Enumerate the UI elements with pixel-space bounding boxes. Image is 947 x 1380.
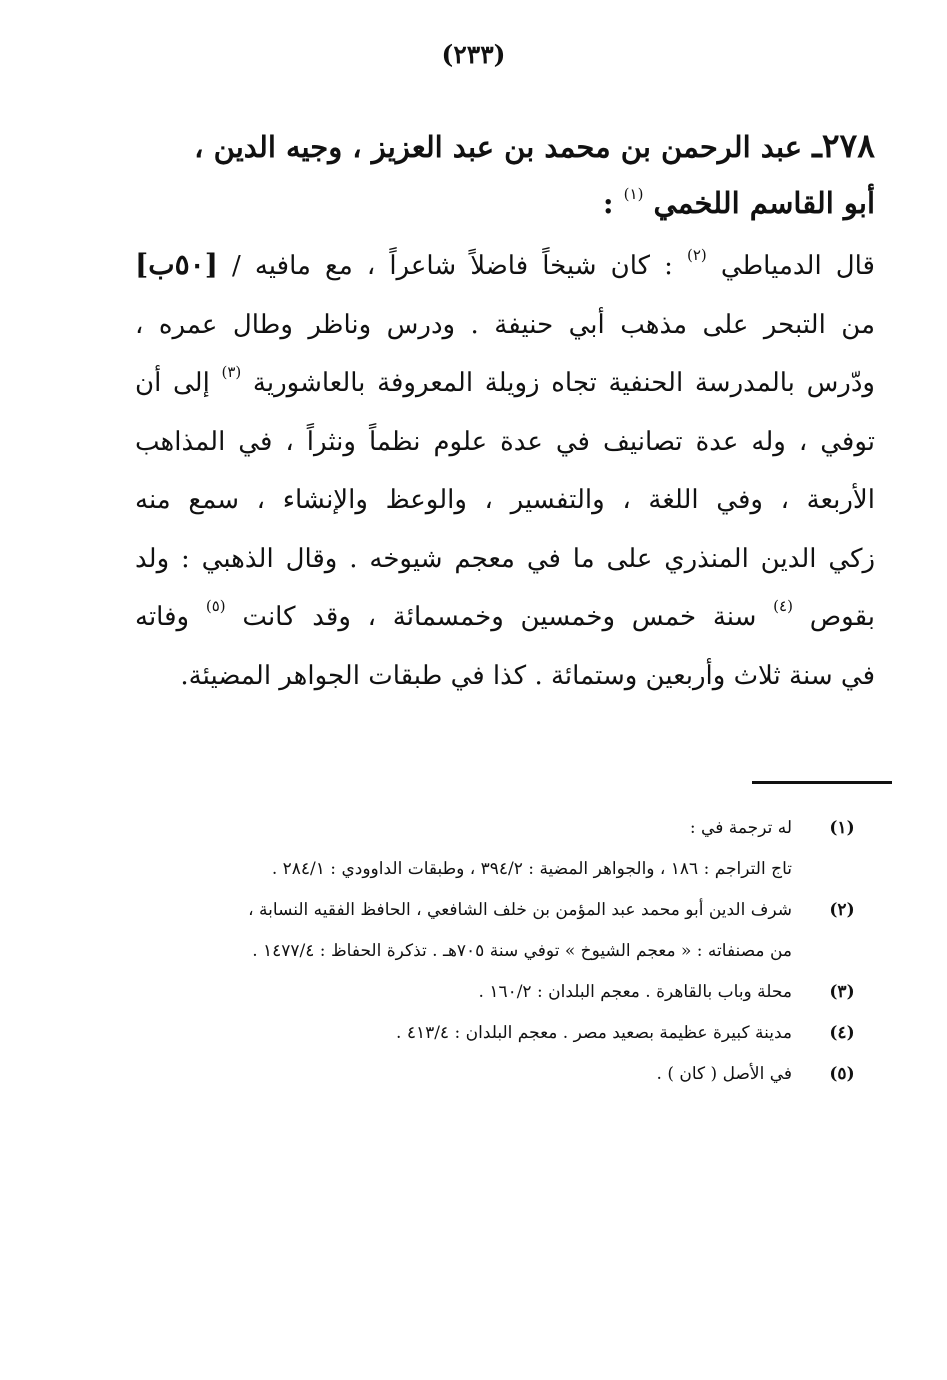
body-text-segment: : كان شيخاً فاضلاً شاعراً ، مع مافيه / <box>217 251 687 281</box>
entry-kunya: أبو القاسم اللخمي <box>653 186 875 220</box>
body-text-segment: بقوص <box>792 602 875 632</box>
footnote-ref-2: (٢) <box>686 246 707 264</box>
heading-colon: : <box>602 186 624 220</box>
body-line <box>135 530 875 589</box>
body-line <box>135 647 875 706</box>
body-text-segment: قال الدمياطي <box>706 251 875 281</box>
entry-number: ٢٧٨ـ <box>812 126 875 165</box>
body-text-segment: ودّرس بالمدرسة الحنفية تجاه زويلة المعروفة بالعاشورية <box>241 368 875 398</box>
footnote-3 <box>142 972 862 1013</box>
footnote-ref-4: (٤) <box>773 597 793 615</box>
body-text-segment: توفي ، وله عدة تصانيف في عدة علوم نظماً ونثراً ، في المذاهب <box>135 426 875 457</box>
footnote-text: محلة وباب بالقاهرة . معجم البلدان : ١٦٠/٢ . <box>478 982 792 1002</box>
body-line <box>135 296 875 355</box>
body-line <box>135 588 875 647</box>
entry-title: عبد الرحمن بن محمد بن عبد العزيز ، وجيه الدين ، <box>194 130 813 164</box>
footnote-number: (١) <box>829 818 855 838</box>
footnote-ref-5: (٥) <box>205 597 226 615</box>
footnote-number: (٣) <box>829 982 855 1002</box>
body-text-segment: زكي الدين المنذري على ما في معجم شيوخه . وقال الذهبي : ولد <box>135 543 875 574</box>
footnote-text: في الأصل ( كان ) . <box>656 1064 792 1084</box>
body-line <box>135 413 875 472</box>
manuscript-folio-ref: [٥٠ب] <box>135 248 218 281</box>
body-line <box>135 471 875 530</box>
body-text-segment: من التبحر على مذهب أبي حنيفة . ودرس وناظر وطال عمره ، <box>135 309 875 340</box>
footnote-text: مدينة كبيرة عظيمة بصعيد مصر . معجم البلدان : ٤١٣/٤ . <box>396 1023 792 1043</box>
heading-line-1 <box>135 118 875 175</box>
footnote-1 <box>142 808 862 890</box>
body-line <box>135 354 875 413</box>
footnote-ref-3: (٣) <box>221 363 242 381</box>
body-text-segment: وفاته <box>135 602 206 632</box>
heading-line-2 <box>135 175 875 231</box>
footnote-4 <box>142 1013 862 1054</box>
footnote-number: (٤) <box>829 1023 855 1043</box>
footnote-5 <box>142 1054 862 1095</box>
entry-heading <box>135 118 875 231</box>
footnote-text: شرف الدين أبو محمد عبد المؤمن بن خلف الشافعي ، الحافظ الفقيه النسابة ، <box>248 900 792 920</box>
footnote-ref-1: (١) <box>623 185 644 203</box>
footnote-text: له ترجمة في : <box>689 818 792 838</box>
footnote-2 <box>142 890 862 972</box>
footnote-text: من مصنفاته : « معجم الشيوخ » توفي سنة ٧٠٥هـ . تذكرة الحفاظ : ١٤٧٧/٤ . <box>252 941 792 961</box>
body-line <box>135 236 875 296</box>
footnote-separator <box>752 781 892 784</box>
body-text-segment: سنة خمس وخمسين وخمسمائة ، وقد كانت <box>225 602 774 632</box>
body-text-segment: في سنة ثلاث وأربعين وستمائة . كذا في طبقات الجواهر المضيئة. <box>180 660 875 691</box>
page-number: (٢٣٣) <box>441 40 506 69</box>
body-text-segment: إلى أن <box>135 368 222 398</box>
body-text <box>135 236 875 705</box>
body-text-segment: الأربعة ، وفي اللغة ، والتفسير ، والوعظ والإنشاء ، سمع منه <box>135 485 875 515</box>
footnotes <box>142 808 862 1095</box>
footnote-text: تاج التراجم : ١٨٦ ، والجواهر المضية : ٣٩٤/٢ ، وطبقات الداوودي : ٢٨٤/١ . <box>271 859 792 879</box>
footnote-number: (٥) <box>829 1064 855 1084</box>
footnote-number: (٢) <box>829 900 855 920</box>
